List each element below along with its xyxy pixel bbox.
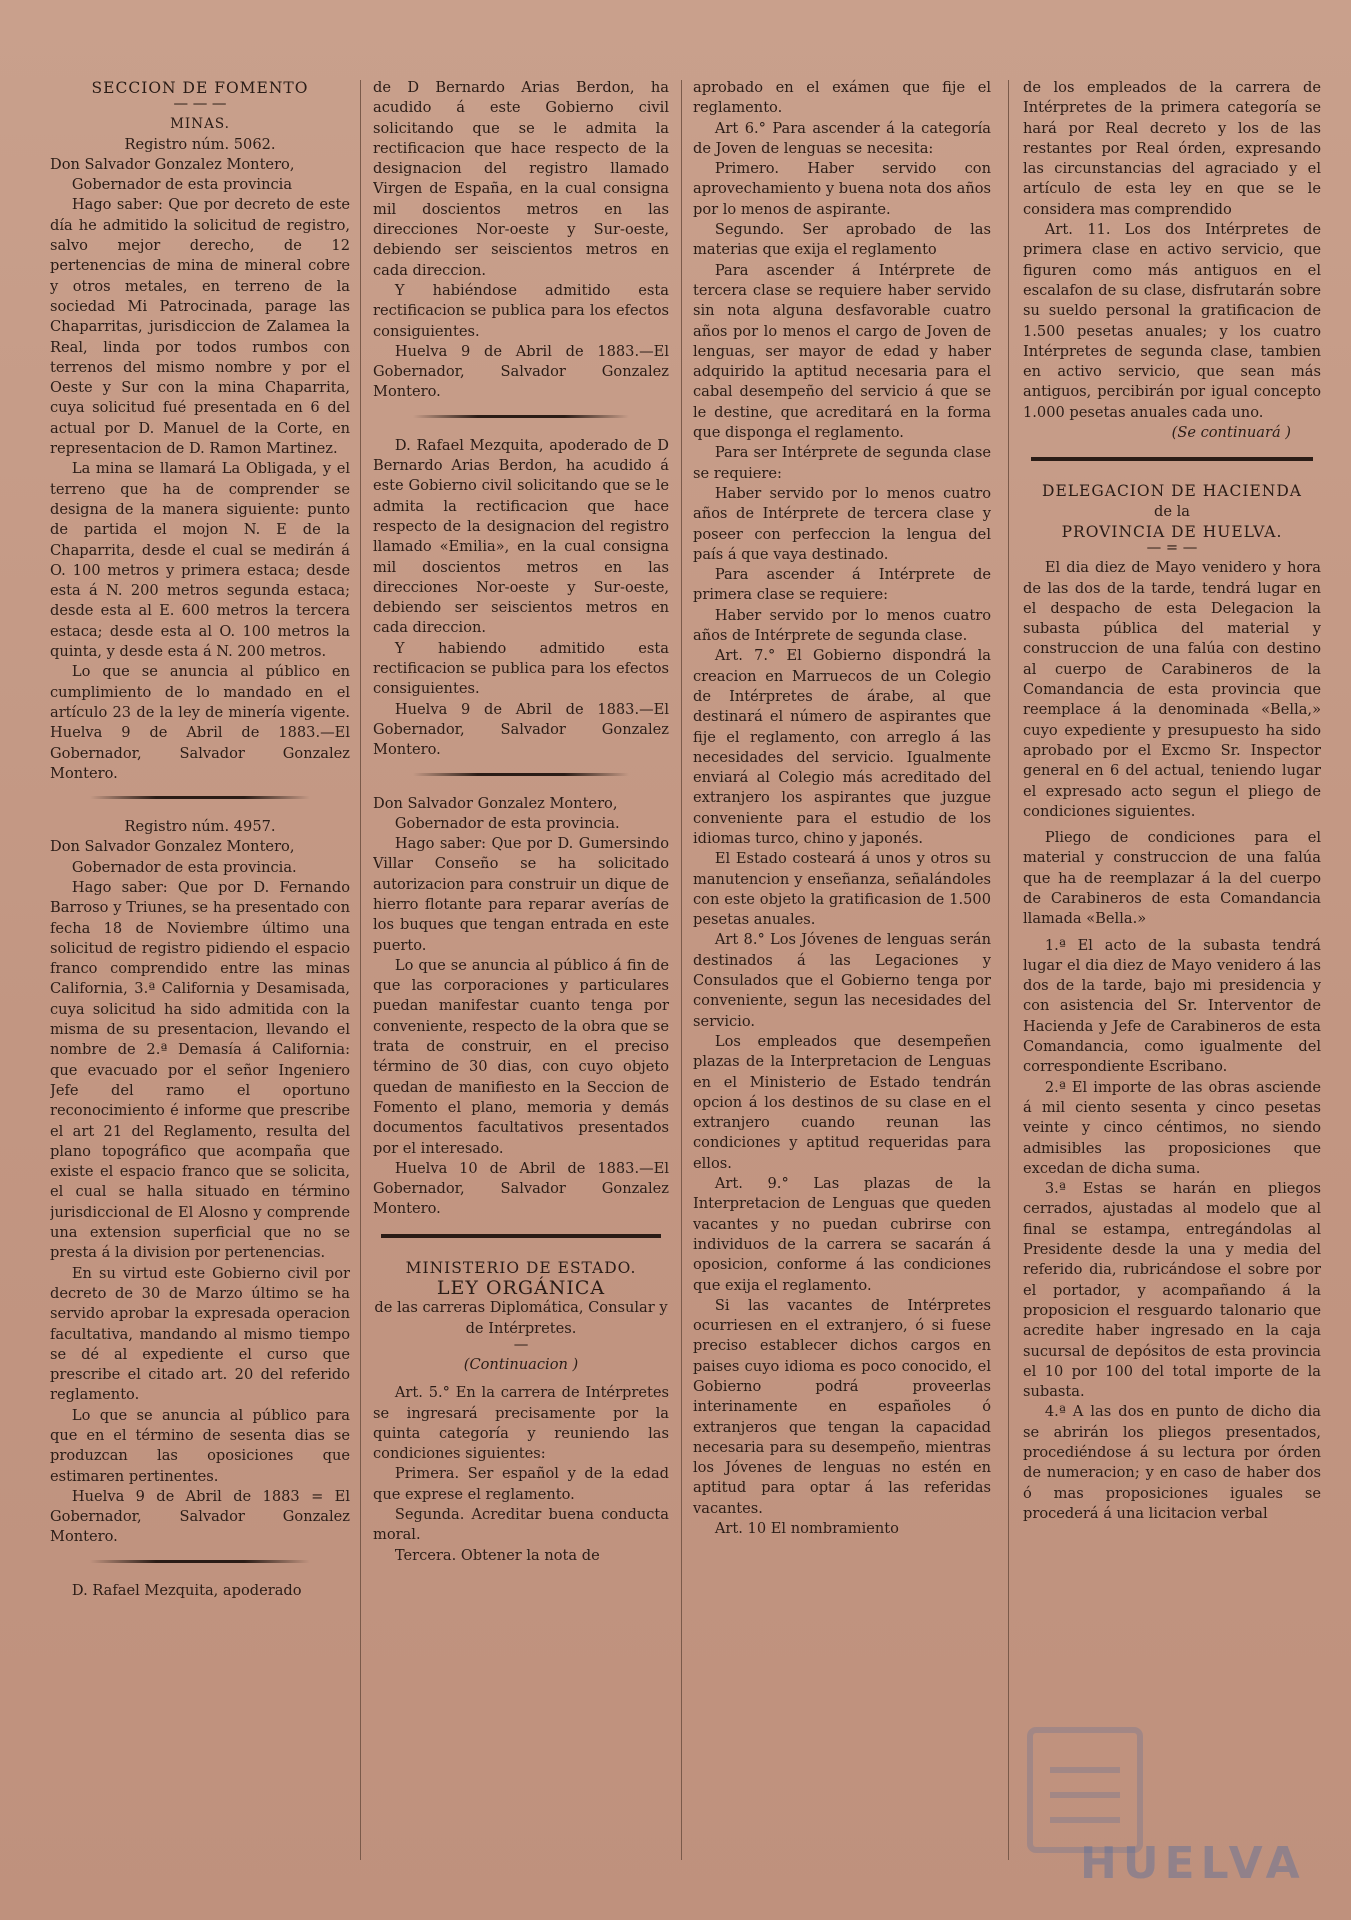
ornament: — = — — [1146, 539, 1198, 557]
paragraph: Segundo. Ser aprobado de las materias que exija el reglamento — [693, 221, 991, 259]
paragraph: Primera. Ser español y de la edad que exprese el reglamento. — [373, 1465, 669, 1503]
ornament: — — [513, 1335, 529, 1353]
paragraph: Si las vacantes de Intérpretes ocurriesen en el extranjero, ó si fuese preciso establecer dichos cargos en paises cuyo idioma es poco conocido, el Gobierno podrá proveerlas interinamente en españoles ó extranjeros que tengan la capacidad necesaria para su desempeño, mientras los Jóvenes de lenguas no estén en aptitud para optar á las referidas vacantes. — [693, 1296, 991, 1517]
delegation-province: PROVINCIA DE HUELVA. — [1061, 522, 1283, 541]
condition-item: 1.ª El acto de la subasta tendrá lugar el dia diez de Mayo venidero á las dos de la tarde, bajo mi presidencia y con asistencia del Sr. Interventor de Hacienda y Jefe de Carabineros de esta Comandancia, como igualmente del correspondiente Escribano. — [1023, 936, 1321, 1076]
paragraph: El dia diez de Mayo venidero y hora de las dos de la tarde, tendrá lugar en el despacho de esta Delegacion la subasta pública del material y construccion de una falúa con destino al cuerpo de Carabineros de la Comandancia de esta provincia que reemplace á la denominada «Bella,» cuyo expediente y presupuesto ha sido aprobado por el Excmo Sr. Inspector general en 6 del actual, teniendo lugar el expresado acto segun el pliego de condiciones siguientes. — [1023, 559, 1321, 820]
column-divider — [1008, 80, 1009, 1860]
paragraph: En su virtud este Gobierno civil por decreto de 30 de Marzo último se ha servido aprobar la expresada operacion facultativa, mandando al mismo tiempo se dé al expediente el curso que prescribe el citado art. 20 del referido reglamento. — [50, 1264, 350, 1404]
paragraph: Los empleados que desempeñen plazas de la Interpretacion de Lenguas en el Ministerio de Estado tendrán opcion á los destinos de su clase en el extranjero cuando reunan las condiciones y aptitud requeridas para ellos. — [693, 1032, 991, 1172]
column-2 — [373, 78, 669, 1858]
paragraph: Y habiendo admitido esta rectificacion se publica para los efectos consiguientes. — [373, 639, 669, 698]
paragraph: Hago saber: Que por D. Fernando Barroso y Triunes, se ha presentado con fecha 18 de Noviembre último una solicitud de registro pidiendo el espacio franco comprendido entre las minas California, 3.ª California y Desamisada, cuya solicitud ha sido admitida con la misma de su presentacion, llevando el nombre de 2.ª Demasía á California: que evacuado por el señor Ingeniero Jefe del ramo el oportuno reconocimiento é informe que prescribe el art 21 del Reglamento, resulta del plano topográfico que acompaña que existe el espacio franco que se solicita, el cual se halla situado en término jurisdiccional de El Alosno y comprende una extension superficial que no se presta á la division por pertenencias. — [50, 878, 350, 1262]
ornament: — — — — [173, 95, 227, 113]
article: Art. 9.° Las plazas de la Interpretacion de Lenguas que queden vacantes y no puedan cubrirse con individuos de la carrera se sacarán á oposicion, conforme á las condiciones que exija el reglamento. — [693, 1175, 991, 1294]
paragraph: Lo que se anuncia al público en cumplimiento de lo mandado en el artículo 23 de la ley de minería vigente. Huelva 9 de Abril de 1883.—El Gobernador, Salvador Gonzalez Montero. — [50, 663, 350, 782]
delegation-heading-of: de la — [1154, 502, 1190, 520]
separator-thick-rule — [1031, 457, 1313, 461]
condition-item: 4.ª A las dos en punto de dicho dia se abrirán los pliegos presentados, procediéndose á su lectura por órden de numeracion; y en caso de haber dos ó mas proposiciones iguales se procederá á una licitacion verbal — [1023, 1403, 1321, 1522]
paragraph: La mina se llamará La Obligada, y el terreno que ha de comprender se designa de la manera siguiente: punto de partida el mojon N. E de la Chaparrita, desde el cual se medirán á O. 100 metros y primera estaca; desde esta á N. 200 metros segunda estaca; desde esta al E. 600 metros la tercera estaca; desde esta al O. 100 metros la quinta, y desde esta á N. 200 metros. — [50, 460, 350, 661]
paragraph: Haber servido por lo menos cuatro años de Intérprete de tercera clase y poseer con perfeccion la lengua del país á que vaya destinado. — [693, 484, 991, 563]
condition-item: 3.ª Estas se harán en pliegos cerrados, ajustadas al modelo que al final se estampa, entregándolas al Presidente desde la una y media del referido dia, rubricándose el sobre por el portador, y acompañando á la proposicion el resguardo talonario que acredite haber ingresado en la caja sucursal de depósitos de esta provincia el 10 por 100 del total importe de la subasta. — [1023, 1180, 1321, 1401]
paragraph: aprobado en el exámen que fije el reglamento. — [693, 79, 991, 117]
paragraph: Lo que se anuncia al público para que en el término de sesenta dias se produzcan las oposiciones que estimaren pertinentes. — [50, 1406, 350, 1485]
paragraph: Primero. Haber servido con aprovechamiento y buena nota dos años por lo menos de aspirante. — [693, 160, 991, 218]
paragraph: D. Rafael Mezquita, apoderado — [71, 1581, 302, 1599]
governor-name: Don Salvador Gonzalez Montero, — [50, 155, 295, 173]
ministry-heading: MINISTERIO DE ESTADO. — [405, 1258, 637, 1277]
paragraph: Para ascender á Intérprete de tercera clase se requiere haber servido sin nota alguna desfavorable cuatro años por lo menos el cargo de Joven de lenguas, ser mayor de edad y haber adquirido la aptitud necesaria para el cabal desempeño del servicio á que se le destine, que acreditará en la forma que disponga el reglamento. — [693, 261, 991, 442]
article: Art. 10 El nombramiento — [714, 1520, 899, 1538]
registry-title: Registro núm. 5062. — [124, 135, 276, 153]
signature: Huelva 9 de Abril de 1883 = El Gobernador, Salvador Gonzalez Montero. — [50, 1487, 350, 1546]
paragraph: Haber servido por lo menos cuatro años de Intérprete de segunda clase. — [693, 606, 991, 645]
governor-role: Gobernador de esta provincia — [71, 176, 293, 194]
governor-name: Don Salvador Gonzalez Montero, — [50, 838, 295, 856]
conditions-title: Pliego de condiciones para el material y construccion de una falúa que ha de reemplazar á la del cuerpo de Carabineros de esta Comandancia llamada «Bella.» — [1023, 829, 1321, 928]
separator-rule — [90, 796, 310, 799]
article: Art. 7.° El Gobierno dispondrá la creacion en Marruecos de un Colegio de Intérpretes de árabe, al que destinará el número de aspirantes que fije el reglamento, con arreglo á las necesidades del servicio. Igualmente enviará al Colegio más acreditado del extranjero los aspirantes que juzgue conveniente para el estudio de los idiomas turco, chino y japonés. — [693, 647, 991, 847]
signature: Huelva 9 de Abril de 1883.—El Gobernador, Salvador Gonzalez Montero. — [373, 700, 669, 759]
law-subtitle: de las carreras Diplomática, Consular y de Intérpretes. — [374, 1299, 668, 1337]
separator-rule — [90, 1560, 310, 1563]
paragraph: de D Bernardo Arias Berdon, ha acudido á este Gobierno civil solicitando que se le admita la rectificacion que hace respecto de la designacion del registro llamado Virgen de España, en la cual consigna mil doscientos metros en las direcciones Nor-oeste y Sur-oeste, debiendo ser seiscientos metros en cada direccion. — [373, 79, 669, 279]
paragraph: El Estado costeará á unos y otros su manutencion y enseñanza, señalándoles con este objeto la gratificasion de 1.500 pesetas anuales. — [693, 850, 991, 929]
condition-item: 2.ª El importe de las obras asciende á mil ciento sesenta y cinco pesetas veinte y cinco céntimos, no siendo admisibles las proposiciones que excedan de dicha suma. — [1023, 1078, 1321, 1177]
paragraph: Lo que se anuncia al público á fin de que las corporaciones y particulares puedan manifestar cuanto tenga por conveniente, respecto de la obra que se trata de construir, en el preciso término de 30 dias, con cuyo objeto quedan de manifiesto en la Seccion de Fomento el plano, memoria y demás documentos facultativos presentados por el interesado. — [373, 956, 669, 1157]
paragraph: Tercera. Obtener la nota de — [394, 1546, 600, 1564]
article: Art 8.° Los Jóvenes de lenguas serán destinados á las Legaciones y Consulados que el Gobierno tenga por conveniente, segun las necesidades del servicio. — [693, 931, 991, 1030]
continuation-note: (Se continuará ) — [1171, 424, 1291, 442]
separator-rule — [413, 415, 629, 418]
paragraph: Para ser Intérprete de segunda clase se requiere: — [693, 444, 991, 482]
column-4 — [1023, 78, 1321, 1858]
paragraph: Y habiéndose admitido esta rectificacion se publica para los efectos consiguientes. — [373, 281, 669, 340]
column-3 — [693, 78, 991, 1858]
governor-role: Gobernador de esta provincia. — [71, 858, 297, 876]
paragraph: D. Rafael Mezquita, apoderado de D Bernardo Arias Berdon, ha acudido á este Gobierno civil solicitando que se le admita la rectificacion que hace respecto de la designacion del registro llamado «Emilia», en la cual consigna mil doscientos metros en las direcciones Nor-oeste y Sur-oeste, debiendo ser seiscientos metros en cada direccion. — [373, 436, 669, 637]
section-heading: SECCION DE FOMENTO — [91, 79, 309, 97]
subsection-heading: MINAS. — [170, 116, 230, 133]
article: Art. 5.° En la carrera de Intérpretes se ingresará precisamente por la quinta categoría y reuniendo las condiciones siguientes: — [373, 1384, 669, 1463]
paragraph: Hago saber: Que por D. Gumersindo Villar Conseño se ha solicitado autorizacion para construir un dique de hierro flotante para reparar averías de los buques que tengan entrada en este puerto. — [373, 835, 669, 954]
signature: Huelva 10 de Abril de 1883.—El Gobernador, Salvador Gonzalez Montero. — [373, 1159, 669, 1218]
article: Art. 11. Los dos Intérpretes de primera clase en activo servicio, que figuren como más antiguos en el escalafon de su clase, disfrutarán sobre su sueldo personal la gratificacion de 1.500 pesetas anuales; y los cuatro Intérpretes de segunda clase, tambien en activo servicio, que sean más antiguos, percibirán por igual concepto 1.000 pesetas anuales cada uno. — [1023, 221, 1321, 421]
delegation-heading: DELEGACION DE HACIENDA — [1042, 482, 1302, 501]
paragraph: Hago saber: Que por decreto de este día he admitido la solicitud de registro, salvo mejor derecho, de 12 pertenencias de mina de mineral cobre y otros metales, en terreno de la sociedad Mi Patrocinada, parage las Chaparritas, jurisdiccion de Zalamea la Real, linda por todos rumbos con terrenos del mismo nombre y por el Oeste y Sur con la mina Chaparrita, cuya solicitud fué presentada en 6 del actual por D. Manuel de la Corte, en representacion de D. Ramon Martinez. — [50, 196, 350, 458]
column-1 — [50, 78, 350, 1858]
signature: Huelva 9 de Abril de 1883.—El Gobernador, Salvador Gonzalez Montero. — [373, 342, 669, 401]
continuation-note: (Continuacion ) — [463, 1355, 579, 1373]
watermark-text: HUELVA — [1080, 1838, 1306, 1889]
registry-title: Registro núm. 4957. — [124, 818, 276, 836]
article: Art 6.° Para ascender á la categoría de Joven de lenguas se necesita: — [693, 119, 991, 157]
paragraph: Segunda. Acreditar buena conducta moral. — [373, 1506, 669, 1544]
governor-name: Don Salvador Gonzalez Montero, — [373, 794, 618, 812]
separator-rule — [413, 773, 629, 776]
governor-role: Gobernador de esta provincia. — [394, 814, 620, 832]
separator-thick-rule — [381, 1234, 661, 1238]
paragraph: Para ascender á Intérprete de primera clase se requiere: — [693, 566, 991, 604]
paragraph: de los empleados de la carrera de Intérpretes de la primera categoría se hará por Real decreto y los de las restantes por Real órden, expresando las circunstancias del agraciado y el artículo de esta ley en que se le considera mas comprendido — [1023, 79, 1321, 218]
column-divider — [360, 80, 361, 1860]
column-divider — [681, 80, 682, 1860]
law-title: LEY ORGÁNICA — [436, 1277, 606, 1300]
